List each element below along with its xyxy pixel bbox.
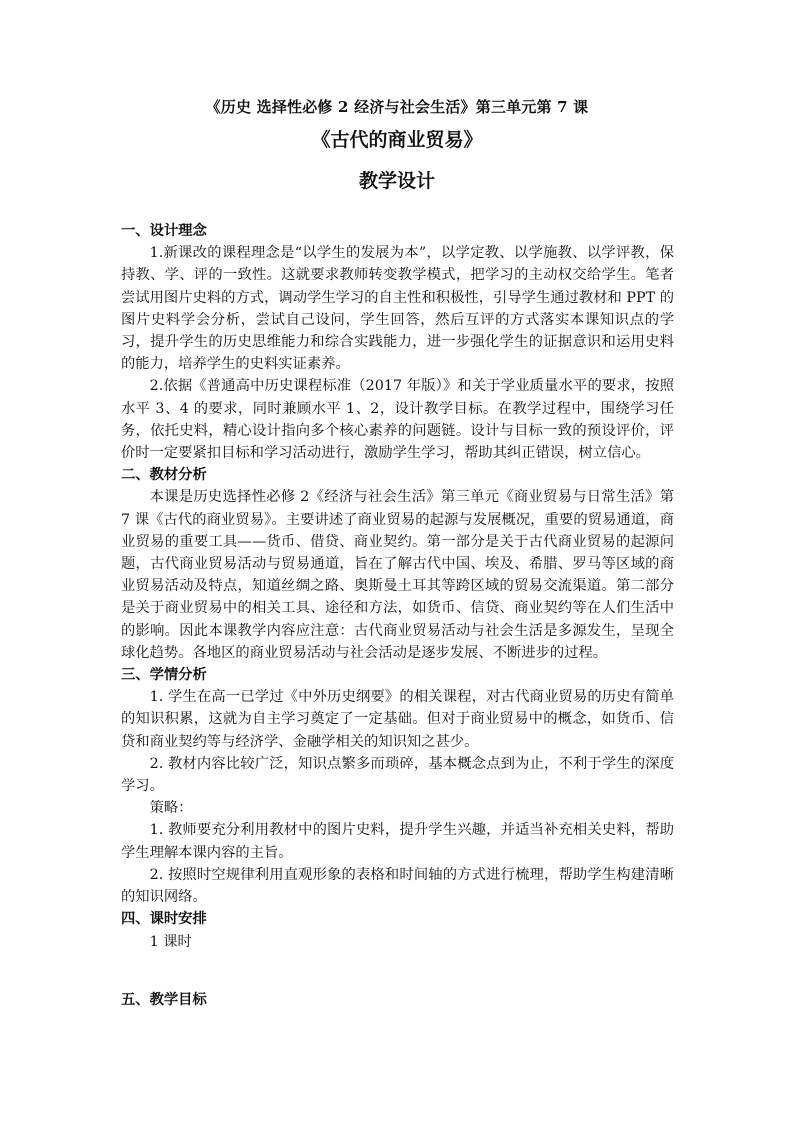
section-heading-objectives: 五、教学目标 — [121, 992, 207, 1008]
document-body — [121, 220, 674, 953]
lesson-title: 《古代的商业贸易》 — [311, 129, 483, 151]
paragraph: 1.新课改的课程理念是“以学生的发展为本”，以学定教、以学施教、以学评教，保持教、学、评的一致性。这就要求教师转变教学模式，把学习的主动权交给学生。笔者尝试用图片史料的方式，调动学生学习的自主性和积极性，引导学生通过教材和 PPT 的图片史料学会分析，尝试自己设问，学生回答，然后互评的方式落实本课知识点的学习，提升学生的历史思维能力和综合实践能力，进一步强化学生的证据意识和运用史料的能力，培养学生的史料实证素养。 — [121, 245, 674, 373]
design-title: 教学设计 — [358, 170, 435, 192]
section-heading-student-analysis: 三、学情分析 — [121, 667, 207, 684]
section-heading-textbook-analysis: 二、教材分析 — [121, 467, 207, 484]
paragraph: 2. 教材内容比较广泛，知识点繁多而琐碎，基本概念点到为止，不利于学生的深度学习。 — [121, 755, 674, 795]
paragraph: 1 课时 — [149, 933, 192, 950]
paragraph: 2.依据《普通高中历史课程标准（2017 年版）》和关于学业质量水平的要求，按照水平 3、4 的要求，同时兼顾水平 1、2，设计教学目标。在教学过程中，围绕学习任务，依托史料，精心设计指向多个核心素养的问题链。设计与目标一致的预设评价，评价时一定要紧扣目标和学习活动进行，激励学生学习，帮助其纠正错误，树立信心。 — [121, 378, 674, 462]
section-heading-design-concept: 一、设计理念 — [121, 223, 207, 239]
section-heading-schedule: 四、课时安排 — [121, 911, 207, 928]
paragraph: 策略： — [149, 800, 193, 817]
paragraph: 本课是历史选择性必修 2《经济与社会生活》第三单元《商业贸易与日常生活》第 7 课《古代的商业贸易》。主要讲述了商业贸易的起源与发展概况，重要的贸易通道，商业贸易的重要工具——货币、借贷、商业契约。第一部分是关于古代商业贸易的起源问题，古代商业贸易活动与贸易通道，旨在了解古代中国、埃及、希腊、罗马等区域的商业贸易活动及特点，知道丝绸之路、奥斯曼土耳其等跨区域的贸易交流渠道。第二部分是关于商业贸易中的相关工具、途径和方法，如货币、信贷、商业契约等在人们生活中的影响。因此本课教学内容应注意：古代商业贸易活动与社会生活是多源发生，呈现全球化趋势。各地区的商业贸易活动与社会活动是逐步发展、不断进步的过程。 — [121, 489, 674, 661]
paragraph: 1. 学生在高一已学过《中外历史纲要》的相关课程，对古代商业贸易的历史有简单的知识积累，这就为自主学习奠定了一定基础。但对于商业贸易中的概念，如货币、信贷和商业契约等与经济学、金融学相关的知识知之甚少。 — [121, 689, 674, 750]
series-title: 《历史 选择性必修 2 经济与社会生活》第三单元第 7 课 — [205, 98, 589, 116]
paragraph: 2. 按照时空规律利用直观形象的表格和时间轴的方式进行梳理，帮助学生构建清晰的知识网络。 — [121, 866, 674, 906]
paragraph: 1. 教师要充分利用教材中的图片史料，提升学生兴趣，并适当补充相关史料，帮助学生理解本课内容的主旨。 — [121, 822, 674, 861]
